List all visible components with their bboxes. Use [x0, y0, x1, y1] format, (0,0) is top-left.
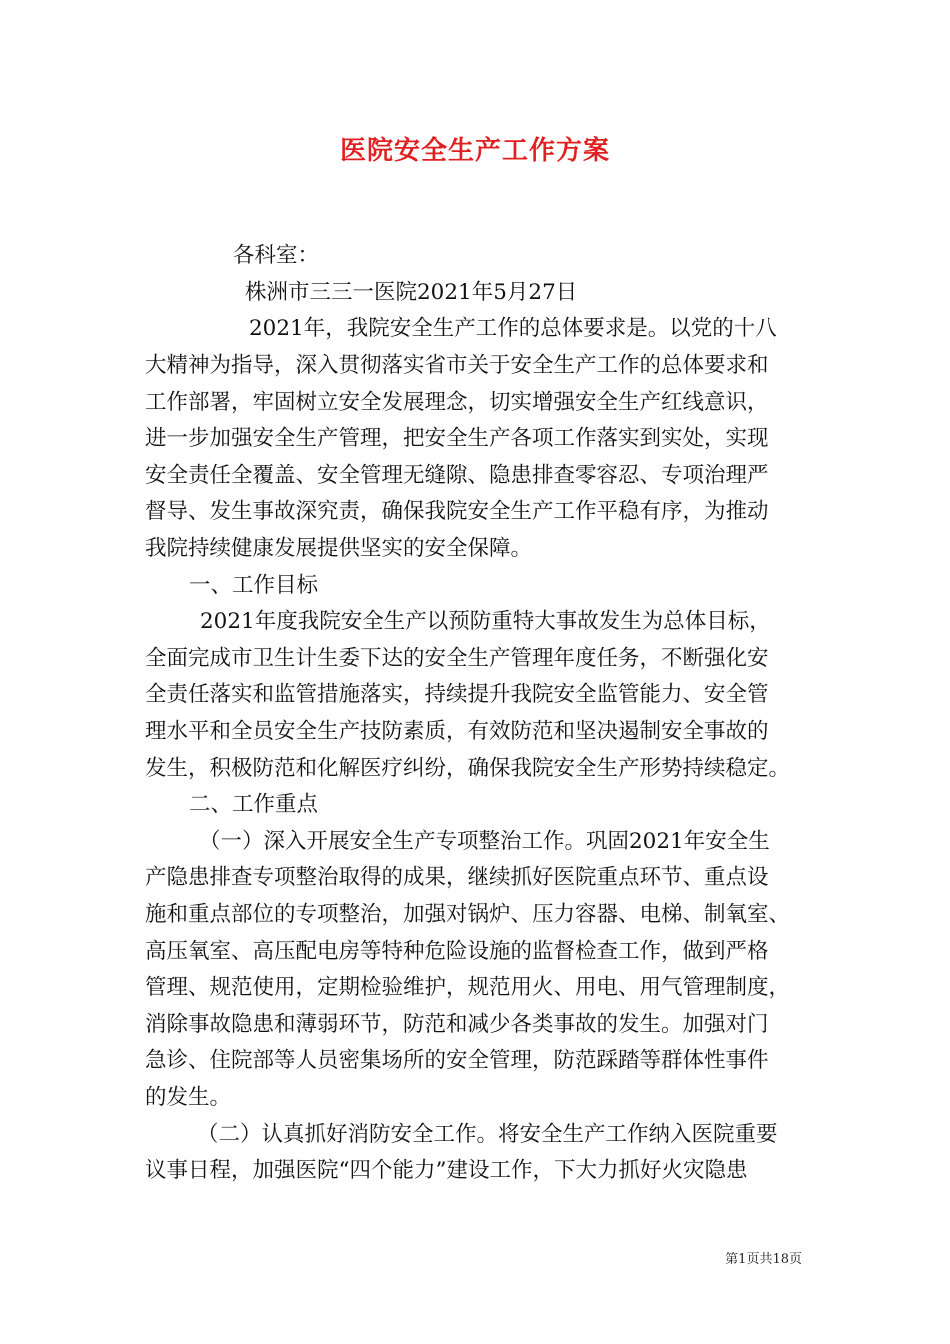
body-line: 议事日程，加强医院“四个能力”建设工作，下大力抓好火灾隐患	[145, 1158, 748, 1183]
body-line: 发生，积极防范和化解医疗纠纷，确保我院安全生产形势持续稳定。	[145, 756, 791, 781]
page-number-footer: 第1页共18页	[725, 1252, 802, 1267]
body-line: 全面完成市卫生计生委下达的安全生产管理年度任务，不断强化安	[145, 646, 769, 671]
body-line: 管理、规范使用，定期检验维护，规范用火、用电、用气管理制度，	[145, 975, 791, 1000]
body-line: 我院持续健康发展提供坚实的安全保障。	[145, 536, 533, 561]
body-line: （二）认真抓好消防安全工作。将安全生产工作纳入医院重要	[197, 1122, 778, 1147]
salutation-line: 各科室：	[233, 243, 320, 268]
body-line: 2021年度我院安全生产以预防重特大事故发生为总体目标，	[200, 609, 771, 634]
body-line: 督导、发生事故深究责，确保我院安全生产工作平稳有序，为推动	[145, 499, 769, 524]
body-line: 进一步加强安全生产管理，把安全生产各项工作落实到实处，实现	[145, 426, 769, 451]
body-line: 2021年，我院安全生产工作的总体要求是。以党的十八	[249, 316, 777, 341]
body-line: 全责任落实和监管措施落实，持续提升我院安全监管能力、安全管	[145, 682, 769, 707]
body-line: 工作部署，牢固树立安全发展理念，切实增强安全生产红线意识，	[145, 390, 769, 415]
document-title: 医院安全生产工作方案	[339, 136, 610, 166]
body-line: 的发生。	[145, 1085, 232, 1110]
section-heading: 二、工作重点	[189, 792, 319, 817]
body-line: 大精神为指导，深入贯彻落实省市关于安全生产工作的总体要求和	[145, 353, 769, 378]
date-line: 株洲市三三一医院2021年5月27日	[245, 280, 578, 305]
body-line: 消除事故隐患和薄弱环节，防范和减少各类事故的发生。加强对门	[145, 1012, 769, 1037]
section-heading: 一、工作目标	[189, 573, 319, 598]
body-line: （一）深入开展安全生产专项整治工作。巩固2021年安全生	[199, 829, 770, 854]
body-line: 急诊、住院部等人员密集场所的安全管理，防范踩踏等群体性事件	[145, 1048, 769, 1073]
body-line: 安全责任全覆盖、安全管理无缝隙、隐患排查零容忍、专项治理严	[145, 463, 769, 488]
body-line: 高压氧室、高压配电房等特种危险设施的监督检查工作，做到严格	[145, 939, 769, 964]
body-line: 产隐患排查专项整治取得的成果，继续抓好医院重点环节、重点设	[145, 865, 769, 890]
body-line: 理水平和全员安全生产技防素质，有效防范和坚决遏制安全事故的	[145, 719, 769, 744]
body-line: 施和重点部位的专项整治，加强对锅炉、压力容器、电梯、制氧室、	[145, 902, 791, 927]
